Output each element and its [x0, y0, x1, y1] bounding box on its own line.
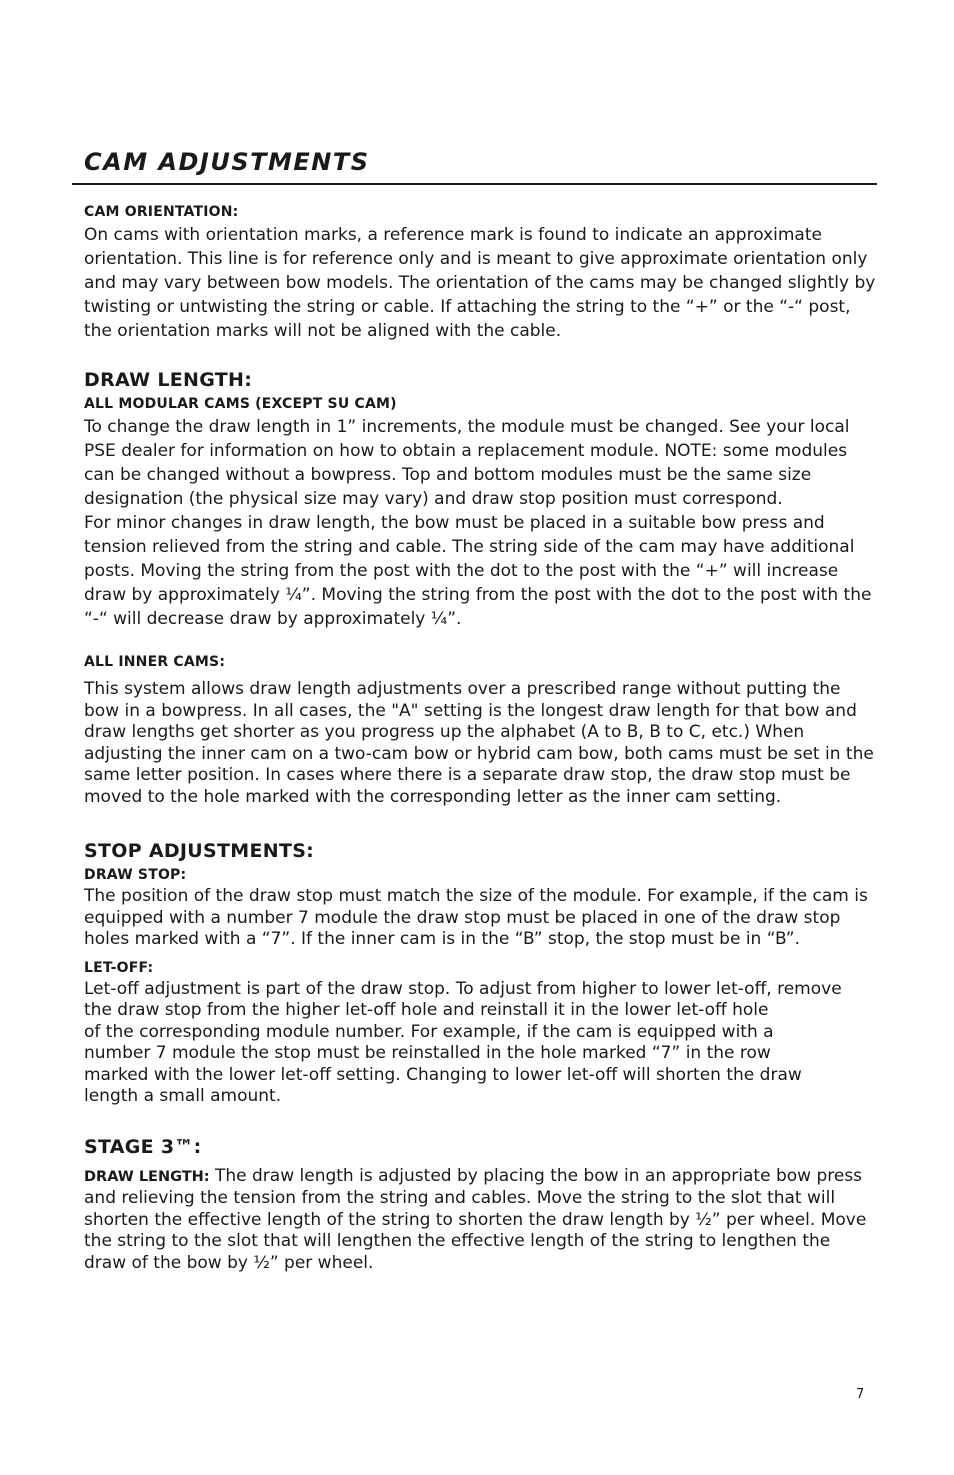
draw-length-heading: DRAW LENGTH:: [84, 369, 253, 391]
stage-3-draw-length-body: The draw length is adjusted by placing the bow in an appropriate bow press and relieving the tension from the string and cables. Move the string to the slot that will shorten the effective length of the string to shorten the draw length by ½” per wheel. Move the string to the slot that will lengthen the effective length of the string to lengthen the draw of the bow by ½” per wheel.: [84, 1165, 867, 1273]
stage-3-section: [84, 1134, 876, 1275]
stop-adjustments-heading: STOP ADJUSTMENTS:: [84, 840, 315, 862]
stop-adjustments-section: [84, 838, 876, 1108]
inner-cams-heading: ALL INNER CAMS:: [84, 654, 226, 670]
let-off-heading: LET-OFF:: [84, 959, 154, 976]
draw-length-section: [84, 367, 876, 808]
page-title: CAM ADJUSTMENTS: [84, 148, 370, 176]
let-off-line: marked with the lower let-off setting. Changing to lower let-off will shorten the draw: [84, 1064, 802, 1085]
page-content: [84, 201, 876, 1274]
modular-cams-body-1: To change the draw length in 1” increments, the module must be changed. See your local PSE dealer for information on how to obtain a replacement module. NOTE: some modules can be changed without a bowpress. Top and bottom modules must be the same size designation (the physical size may vary) and draw stop position must correspond.: [84, 417, 850, 509]
cam-orientation-heading: CAM ORIENTATION:: [84, 204, 239, 220]
modular-cams-body-2: For minor changes in draw length, the bow must be placed in a suitable bow press and tension relieved from the string and cable. The string side of the cam may have additional posts. Moving the string from the post with the dot to the post with the “+” will increase draw by approximately ¼”. Moving the string from the post with the dot to the post with the “-“ will decrease draw by approximately ¼”.: [84, 513, 872, 629]
modular-cams-heading: ALL MODULAR CAMS (EXCEPT SU CAM): [84, 396, 397, 412]
let-off-line: Let-off adjustment is part of the draw stop. To adjust from higher to lower let-off, remove: [84, 978, 842, 999]
let-off-line: number 7 module the stop must be reinstalled in the hole marked “7” in the row: [84, 1043, 771, 1063]
inner-cams-body: This system allows draw length adjustments over a prescribed range without putting the bow in a bowpress. In all cases, the "A" setting is the longest draw length for that bow and draw lengths get shorter as you progress up the alphabet (A to B, B to C, etc.) When adjusting the inner cam on a two-cam bow or hybrid cam bow, both cams must be set in the same letter position. In cases where there is a separate draw stop, the draw stop must be moved to the hole marked with the corresponding letter as the inner cam setting.: [84, 679, 874, 807]
draw-stop-body: The position of the draw stop must match the size of the module. For example, if the cam is equipped with a number 7 module the draw stop must be placed in one of the draw stop holes marked with a “7”. If the inner cam is in the “B” stop, the stop must be in “B”.: [84, 886, 868, 949]
title-divider: [72, 183, 877, 185]
let-off-line: of the corresponding module number. For example, if the cam is equipped with a: [84, 1021, 774, 1042]
stage-3-heading: STAGE 3™:: [84, 1135, 202, 1158]
let-off-body: [84, 979, 876, 1108]
cam-orientation-body: On cams with orientation marks, a reference mark is found to indicate an approximate orientation. This line is for reference only and is meant to give approximate orientation only and may vary between bow models. The orientation of the cams may be changed slightly by twisting or untwisting the string or cable. If attaching the string to the “+” or the “-“ post, the orientation marks will not be aligned with the cable.: [84, 225, 876, 341]
page-number: 7: [856, 1387, 865, 1402]
cam-orientation-section: [84, 201, 876, 343]
stage-3-body: [84, 1166, 876, 1275]
stage-3-draw-length-label: DRAW LENGTH:: [84, 1168, 210, 1185]
let-off-line: length a small amount.: [84, 1086, 282, 1106]
let-off-line: the draw stop from the higher let-off hole and reinstall it in the lower let-off hole: [84, 1000, 769, 1020]
draw-stop-heading: DRAW STOP:: [84, 867, 187, 883]
